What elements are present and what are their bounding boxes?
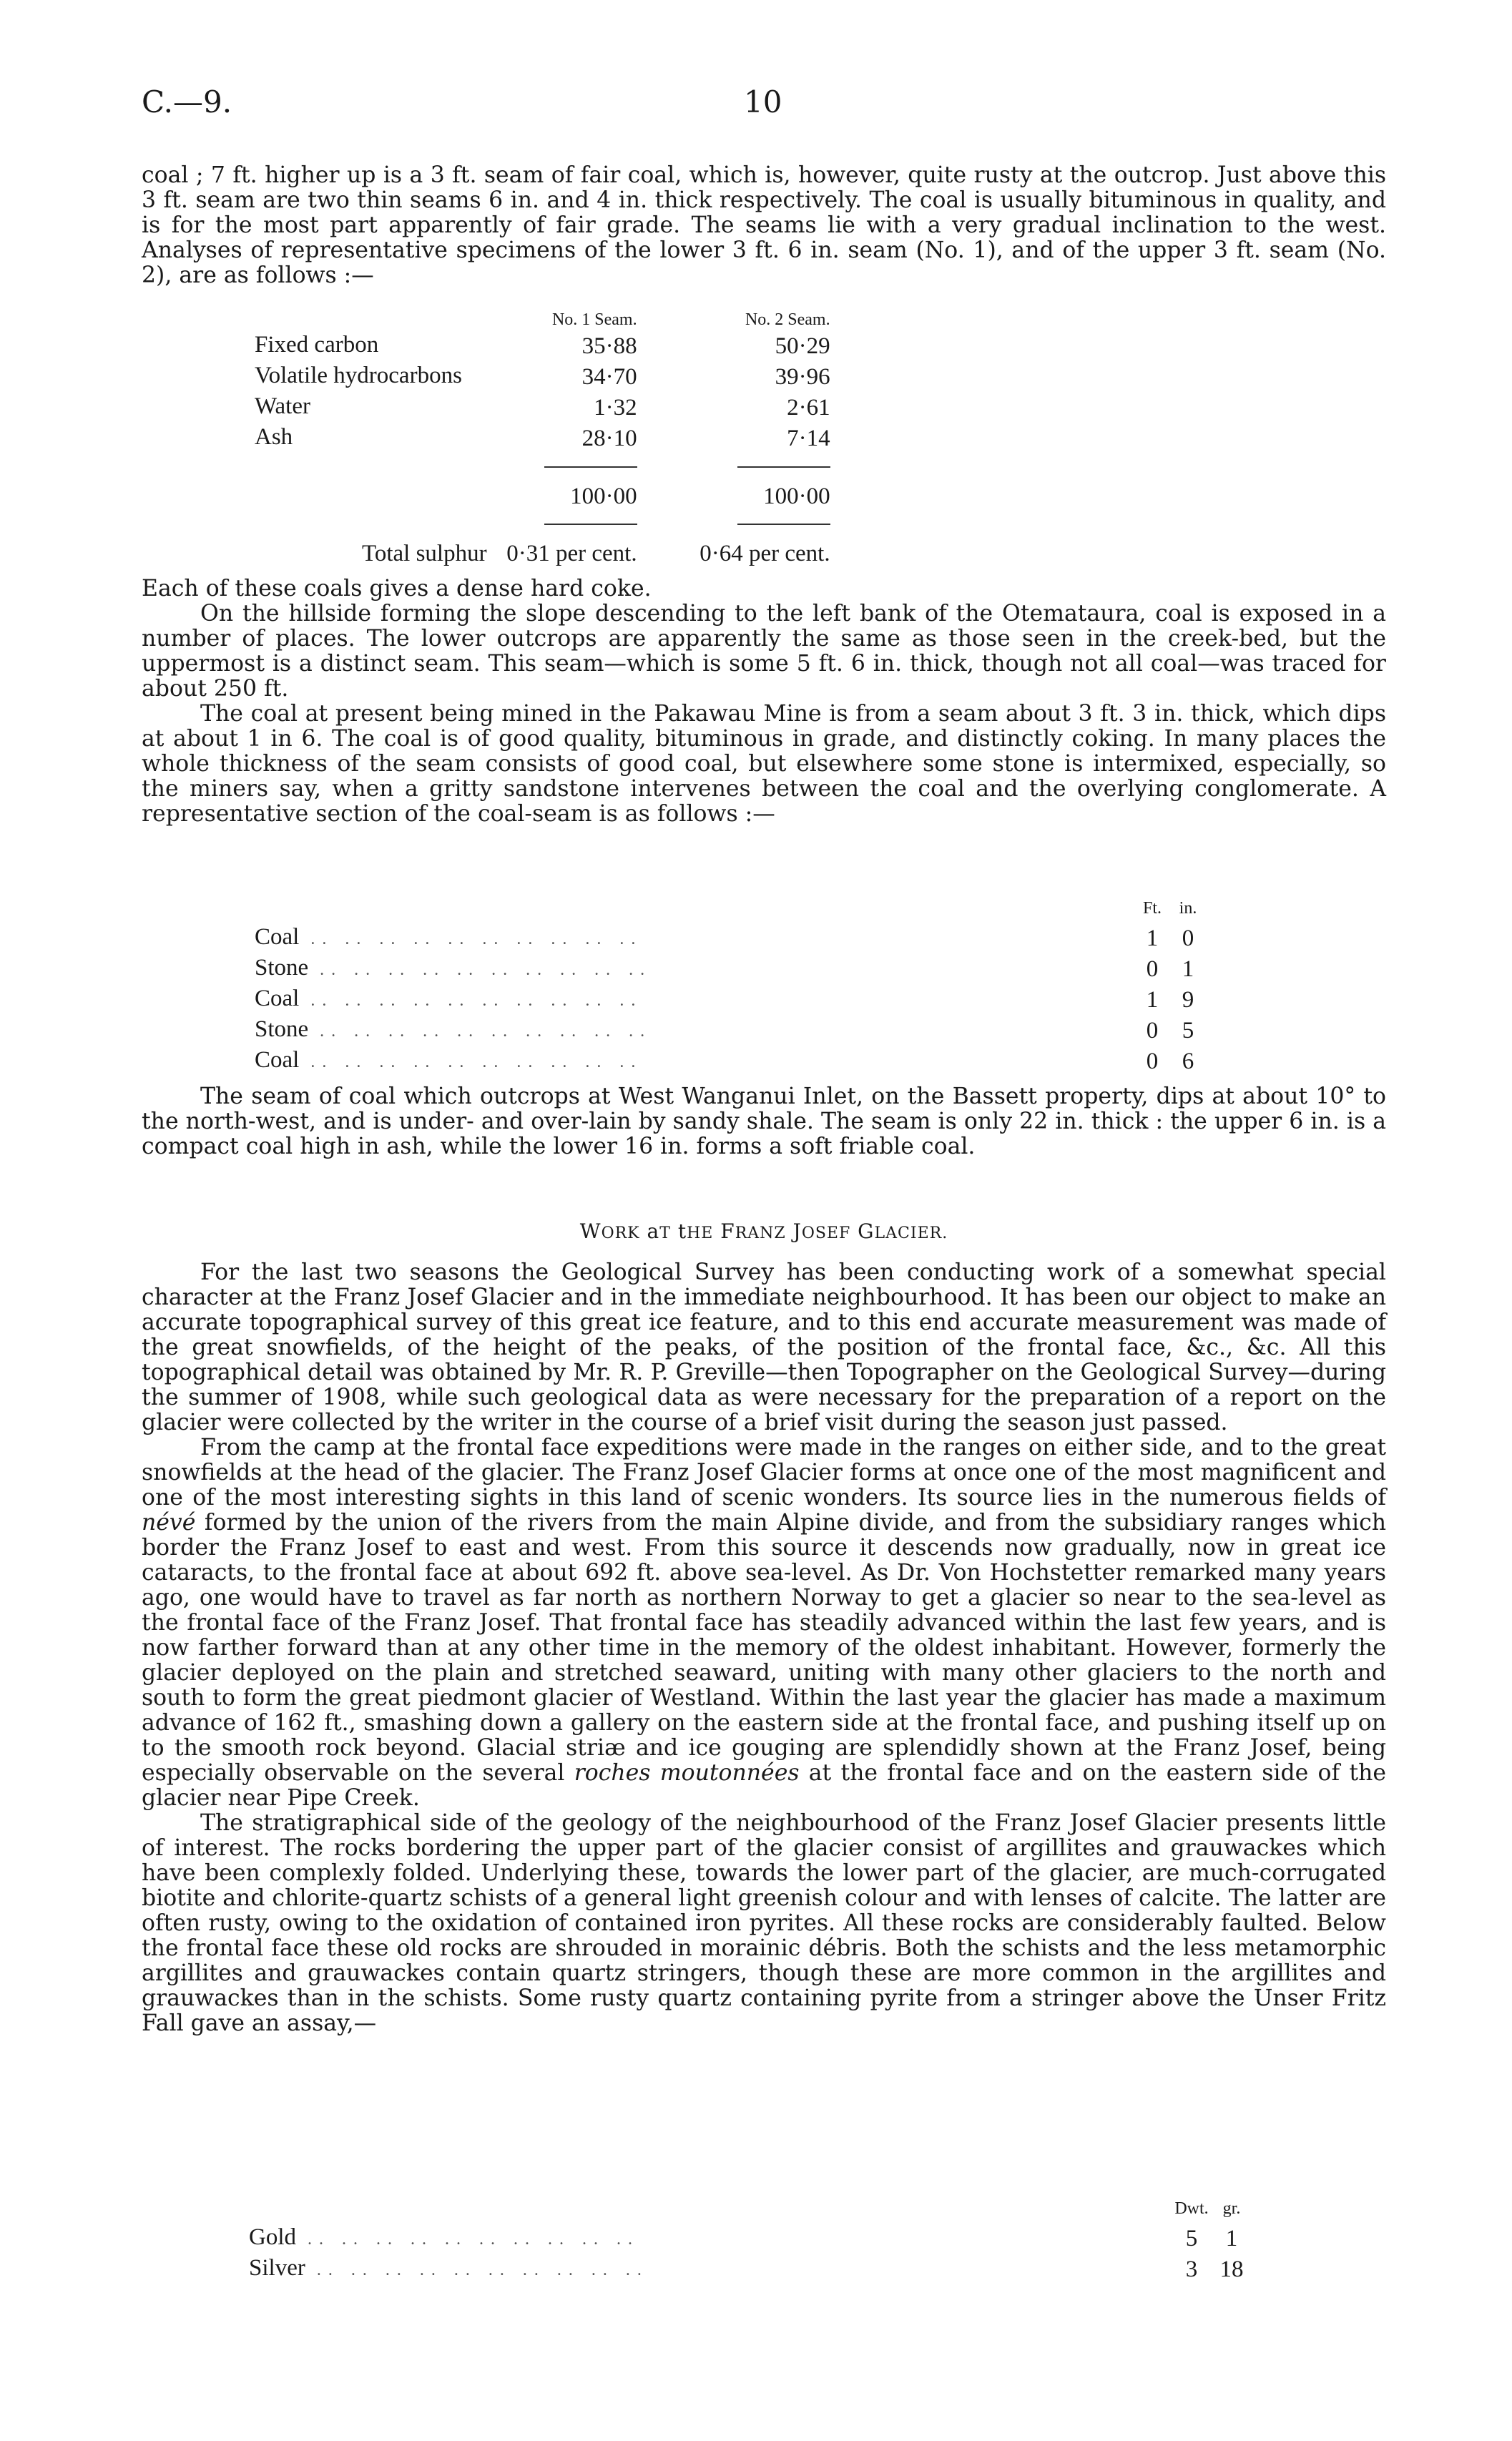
- section-in: 0: [1182, 925, 1194, 951]
- sulphur-row: [255, 539, 830, 568]
- sum-rule: [737, 524, 830, 526]
- italic-term: névé: [142, 1510, 196, 1536]
- leader-dots: .. .. .. .. .. .. .. .. .. ..: [305, 2261, 649, 2279]
- assay-dwt: 3: [1185, 2256, 1198, 2282]
- total-no2: 100·00: [763, 483, 830, 509]
- section-label: Coal .. .. .. .. .. .. .. .. .. ..: [255, 986, 643, 1011]
- analysis-label: Water: [255, 393, 310, 419]
- text-block-wanganui: [142, 1084, 1386, 1159]
- section-ft: 0: [1146, 956, 1159, 982]
- analysis-label: Fixed carbon: [255, 332, 379, 358]
- section-row: [255, 923, 1206, 953]
- text-run: at the frontal face and on the eastern side of the glacier near Pipe Creek.: [142, 1760, 1386, 1811]
- leader-dots: .. .. .. .. .. .. .. .. .. ..: [299, 991, 643, 1010]
- section-row: [255, 1046, 1206, 1076]
- coal-analysis-table: [255, 309, 830, 568]
- assay-header-row: [249, 2194, 1252, 2223]
- analysis-value: 7·14: [787, 425, 830, 451]
- paragraph-glacier-description: [142, 1435, 1386, 1811]
- sulphur-no2: 0·64 per cent.: [699, 541, 830, 566]
- italic-term: roches moutonnées: [574, 1760, 800, 1786]
- section-heading: WORK aT tHE FRANZ JOSEF GLACIER.: [579, 1219, 948, 1243]
- section-label: Coal .. .. .. .. .. .. .. .. .. ..: [255, 1047, 643, 1073]
- text-block-middle: [142, 576, 1386, 827]
- page-number: 10: [744, 84, 782, 119]
- analysis-value: 50·29: [775, 333, 830, 359]
- analysis-header-row: [255, 309, 830, 330]
- ft-header: Ft.: [1142, 899, 1162, 918]
- paragraph-hillside: On the hillside forming the slope descending to the left bank of the Otemataura, coal is exposed in a number of places. The lower outcrops are apparently the same as those seen in the creek-bed, but the uppermost is a distinct seam. This seam—which is some 5 ft. 6 in. thick, though not all coal—was traced for about 250 ft.: [142, 601, 1386, 702]
- section-ft: 0: [1146, 1048, 1159, 1074]
- analysis-value: 2·61: [787, 394, 830, 421]
- section-label: Stone .. .. .. .. .. .. .. .. .. ..: [255, 955, 652, 981]
- leader-dots: .. .. .. .. .. .. .. .. .. ..: [299, 1053, 643, 1071]
- paragraph-pakawau-mine: The coal at present being mined in the Pakawau Mine is from a seam about 3 ft. 3 in. thick, which dips at about 1 in 6. The coal is of good quality, bituminous in grade, and distinctly coking. In many places the whole thickness of the seam consists of good coal, but elsewhere some stone is intermixed, especially, so the miners say, when a gritty sandstone intervenes between the coal and the overlying conglomerate. A representative section of the coal-seam is as follows :—: [142, 701, 1386, 827]
- analysis-row: [255, 392, 830, 423]
- analysis-value: 35·88: [581, 333, 637, 359]
- assay-row: [249, 2223, 1252, 2254]
- analysis-row: [255, 330, 830, 361]
- gr-header: gr.: [1222, 2199, 1241, 2218]
- assay-row: [249, 2254, 1252, 2284]
- total-no1: 100·00: [570, 483, 637, 509]
- analysis-row: [255, 361, 830, 392]
- paragraph-survey-work: For the last two seasons the Geological Survey has been conducting work of a somewhat special character at the Franz Josef Glacier and in the immediate neighbourhood. It has been our object to make an accurate topographical survey of this great ice feature, and to this end accurate measurement was made of the great snowfields, of the height of the peaks, of the position of the frontal face, &c., &c. All this topographical detail was obtained by Mr. R. P. Greville—then Topographer on the Geological Survey—during the summer of 1908, while such geological data as were necessary for the preparation of a report on the glacier were collected by the writer in the course of a brief visit during the season just passed.: [142, 1259, 1386, 1435]
- leader-dots: .. .. .. .. .. .. .. .. .. ..: [296, 2230, 639, 2249]
- section-label: Coal .. .. .. .. .. .. .. .. .. ..: [255, 924, 643, 950]
- text-run: formed by the union of the rivers from the main Alpine divide, and from the subsidiary ranges which border the Franz Josef to east and west. From this source it descends now gradually, now in great ice cataracts, to the frontal face at about 692 ft. above sea-level. As Dr. Von Hochstetter remarked many years ago, one would have to travel as far north as northern Norway to get a glacier so near to the sea-level as the frontal face of the Franz Josef. That frontal face has steadily advanced within the last few years, and is now farther forward than at any other time in the memory of the oldest inhabitant. However, formerly the glacier deployed on the plain and stretched seaward, uniting with many other glaciers to the north and south to form the great piedmont glacier of Westland. Within the last year the glacier has made a maximum advance of 162 ft., smashing down a gallery on the eastern side at the frontal face, and pushing itself up on to the smooth rock beyond. Glacial striæ and ice gouging are splendidly shown at the Franz Josef, being especially observable on the several: [142, 1510, 1386, 1786]
- section-in: 6: [1182, 1048, 1194, 1074]
- document-reference: C.—9.: [142, 84, 232, 119]
- analysis-label: Volatile hydrocarbons: [255, 363, 462, 388]
- section-row: [255, 1015, 1206, 1046]
- paragraph-stratigraphy: The stratigraphical side of the geology of the neighbourhood of the Franz Josef Glacier presents little of interest. The rocks bordering the upper part of the glacier consist of argillites and grauwackes which have been complexly folded. Underlying these, towards the lower part of the glacier, are much-corrugated biotite and chlorite-quartz schists of a general light greenish colour and with lenses of calcite. The latter are often rusty, owing to the oxidation of contained iron pyrites. All these rocks are considerably faulted. Below the frontal face these old rocks are shrouded in morainic débris. Both the schists and the less metamorphic argillites and grauwackes contain quartz stringers, though these are more common in the argillites and grauwackes than in the schists. Some rusty quartz containing pyrite from a stringer above the Unser Fritz Fall gave an assay,—: [142, 1810, 1386, 2036]
- section-ft: 1: [1146, 986, 1159, 1013]
- coal-section-table: [255, 894, 1206, 1076]
- leader-dots: .. .. .. .. .. .. .. .. .. ..: [299, 930, 643, 948]
- col-no2-seam: No. 2 Seam.: [745, 310, 830, 329]
- assay-label: Silver .. .. .. .. .. .. .. .. .. ..: [249, 2255, 649, 2281]
- section-ft: 1: [1146, 925, 1159, 951]
- paragraph-west-wanganui: The seam of coal which outcrops at West Wanganui Inlet, on the Bassett property, dips at about 10° to the north-west, and is under- and over-lain by sandy shale. The seam is only 22 in. thick : the upper 6 in. is a compact coal high in ash, while the lower 16 in. forms a soft friable coal.: [142, 1084, 1386, 1159]
- text-block-glacier: [142, 1260, 1386, 2036]
- section-ft: 0: [1146, 1017, 1159, 1043]
- section-label: Stone .. .. .. .. .. .. .. .. .. ..: [255, 1016, 652, 1042]
- text-run: From the camp at the frontal face expeditions were made in the ranges on either side, and to the great snowfields at the head of the glacier. The Franz Josef Glacier forms at once one of the most magnificent and one of the most interesting sights in this land of scenic wonders. Its source lies in the numerous fields of: [142, 1435, 1386, 1511]
- analysis-value: 28·10: [581, 425, 637, 451]
- col-no1-seam: No. 1 Seam.: [551, 310, 637, 329]
- sum-rule: [737, 466, 830, 469]
- paragraph-coke: Each of these coals gives a dense hard coke.: [142, 576, 652, 601]
- section-header-row: [255, 894, 1206, 923]
- analysis-total-row: [255, 482, 830, 511]
- analysis-row: [255, 423, 830, 453]
- dwt-header: Dwt.: [1174, 2199, 1209, 2218]
- analysis-rule-row: [255, 511, 830, 539]
- sum-rule: [544, 524, 637, 526]
- sum-rule: [544, 466, 637, 469]
- assay-dwt: 5: [1185, 2225, 1198, 2251]
- analysis-value: 34·70: [581, 363, 637, 390]
- assay-gr: 1: [1225, 2225, 1238, 2251]
- analysis-rule-row: [255, 453, 830, 482]
- section-in: 1: [1182, 956, 1194, 982]
- analysis-label: Ash: [255, 424, 293, 450]
- assay-table: [249, 2194, 1252, 2284]
- section-in: 5: [1182, 1017, 1194, 1043]
- sulphur-label: Total sulphur: [362, 541, 487, 566]
- in-header: in.: [1179, 899, 1197, 918]
- leader-dots: .. .. .. .. .. .. .. .. .. ..: [308, 961, 652, 979]
- leader-dots: .. .. .. .. .. .. .. .. .. ..: [308, 1022, 652, 1041]
- paragraph-coal-seams: coal ; 7 ft. higher up is a 3 ft. seam of fair coal, which is, however, quite rusty at the outcrop. Just above this 3 ft. seam are two thin seams 6 in. and 4 in. thick respectively. The coal is usually bituminous in quality, and is for the most part apparently of fair grade. The seams lie with a very gradual inclination to the west. Analyses of representative specimens of the lower 3 ft. 6 in. seam (No. 1), and of the upper 3 ft. seam (No. 2), are as follows :—: [142, 162, 1386, 288]
- section-in: 9: [1182, 986, 1194, 1013]
- analysis-value: 39·96: [775, 363, 830, 390]
- section-row: [255, 953, 1206, 984]
- sulphur-no1: 0·31 per cent.: [506, 541, 637, 566]
- analysis-value: 1·32: [594, 394, 637, 421]
- text-block-top: [142, 163, 1386, 288]
- assay-label: Gold .. .. .. .. .. .. .. .. .. ..: [249, 2224, 639, 2250]
- assay-gr: 18: [1219, 2256, 1244, 2282]
- section-row: [255, 984, 1206, 1015]
